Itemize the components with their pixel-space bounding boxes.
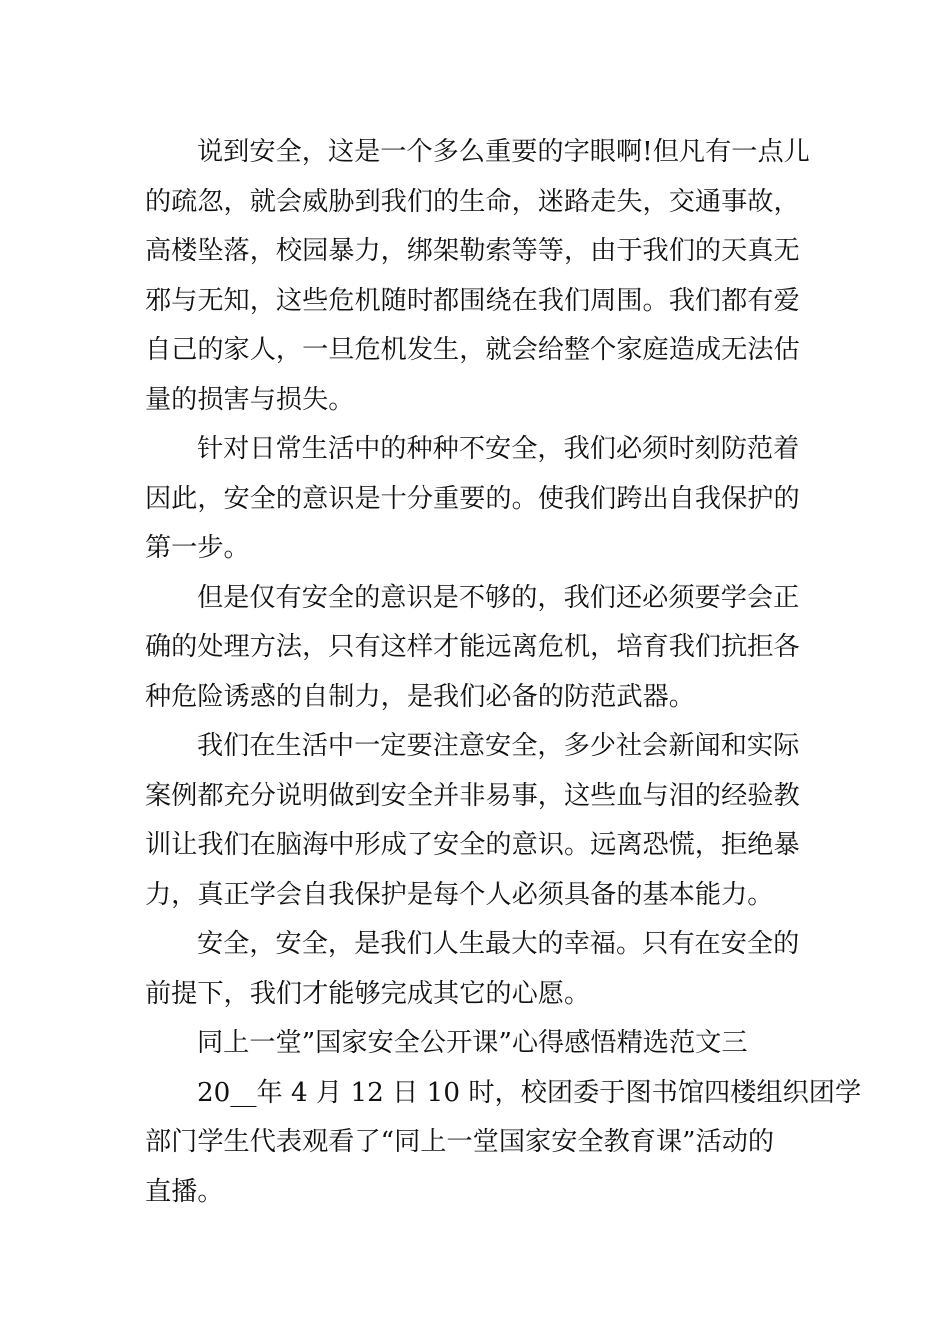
paragraph-5 — [145, 920, 810, 1019]
text-line: 高楼坠落，校园暴力，绑架勒索等等，由于我们的天真无 — [145, 236, 800, 266]
text-line — [145, 1019, 810, 1069]
text-line-content: 我们在生活中一定要注意安全，多少社会新闻和实际 — [197, 731, 800, 761]
document-body — [145, 128, 862, 1217]
text-line — [145, 920, 810, 970]
text-line-content: 说到安全，这是一个多么重要的字眼啊!但凡有一点儿 — [197, 137, 810, 167]
section-heading — [145, 1019, 810, 1069]
paragraph-3 — [145, 574, 810, 723]
text-line: 前提下，我们才能够完成其它的心愿。 — [145, 978, 591, 1009]
paragraph-7 — [145, 1069, 862, 1218]
text-line-content: 安全，安全，是我们人生最大的幸福。只有在安全的 — [197, 929, 800, 959]
text-line: 训让我们在脑海中形成了安全的意识。远离恐慌，拒绝暴 — [145, 830, 800, 860]
text-line: 因此，安全的意识是十分重要的。使我们跨出自我保护的 — [145, 483, 800, 514]
text-line: 自己的家人，一旦危机发生，就会给整个家庭造成无法估 — [145, 335, 800, 365]
text-line: 直播。 — [145, 1176, 224, 1207]
text-line: 邪与无知，这些危机随时都围绕在我们周围。我们都有爱 — [145, 285, 800, 316]
text-line-content: 针对日常生活中的种种不安全，我们必须时刻防范着 — [197, 434, 800, 464]
text-line-content: 20__年 4 月 12 日 10 时，校团委于图书馆四楼组织团学 — [197, 1077, 862, 1108]
paragraph-4 — [145, 722, 810, 920]
text-line — [145, 574, 810, 624]
text-line: 种危险诱惑的自制力，是我们必备的防范武器。 — [145, 681, 695, 712]
paragraph-2 — [145, 425, 810, 574]
text-line: 量的损害与损失。 — [145, 384, 355, 415]
heading-text: 同上一堂”国家安全公开课”心得感悟精选范文三 — [197, 1028, 748, 1058]
text-line-content: 但是仅有安全的意识是不够的，我们还必须要学会正 — [197, 582, 800, 613]
text-line: 的疏忽，就会威胁到我们的生命，迷路走失，交通事故， — [145, 186, 800, 217]
text-line — [145, 1069, 862, 1119]
text-line: 力，真正学会自我保护是每个人必须具备的基本能力。 — [145, 879, 774, 910]
text-line — [145, 128, 810, 178]
text-line — [145, 425, 810, 475]
text-line: 案例都充分说明做到安全并非易事，这些血与泪的经验教 — [145, 780, 800, 811]
text-line: 部门学生代表观看了“同上一堂国家安全教育课”活动的 — [145, 1127, 775, 1157]
text-line — [145, 722, 810, 772]
text-line: 确的处理方法，只有这样才能远离危机，培育我们抗拒各 — [145, 632, 800, 662]
text-line: 第一步。 — [145, 533, 250, 563]
paragraph-1 — [145, 128, 810, 425]
